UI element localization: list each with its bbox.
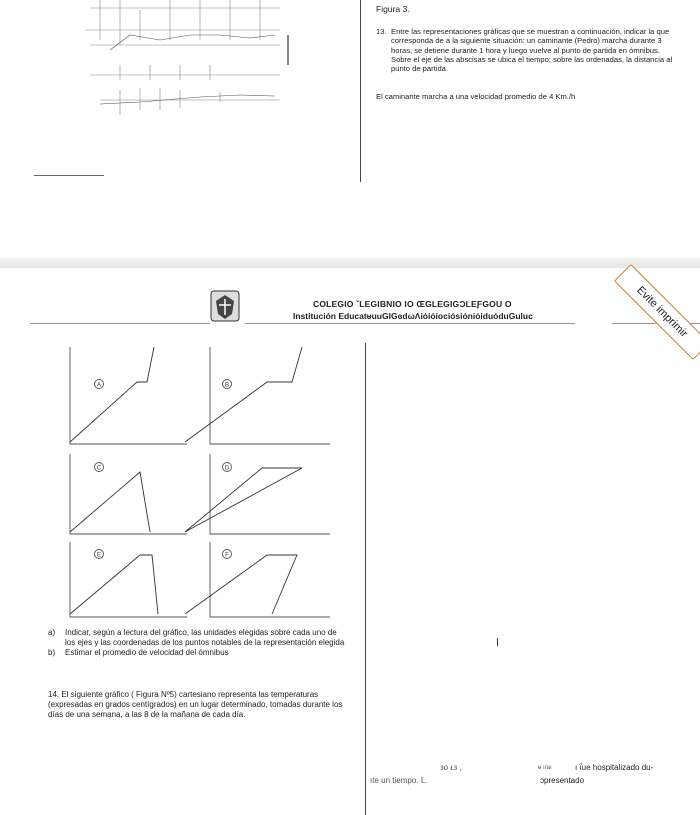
page-break-band bbox=[0, 258, 700, 268]
fragment-4: ıte un tiempo. ᒪ. bbox=[370, 776, 428, 785]
fragment-3: ı ḯue hospitalizado du- bbox=[575, 763, 654, 772]
sub-questions bbox=[48, 628, 348, 658]
sub-question-b-text: Estimar el promedio de velocidad del ómnibus bbox=[65, 648, 229, 657]
graph-label-b: B bbox=[224, 382, 230, 389]
sub-question-b bbox=[48, 648, 348, 658]
figure-label: Figura 3. bbox=[376, 4, 410, 14]
institution-name: Institución EducatᵾuuGIGɞdωΛiόiόiociόsiόniόiduόduGuluc bbox=[293, 311, 533, 321]
header-rule-center bbox=[245, 323, 575, 324]
graph-label-c: C bbox=[96, 465, 102, 472]
column-divider bbox=[360, 0, 361, 182]
previous-page bbox=[0, 0, 700, 258]
graph-label-f: F bbox=[225, 552, 229, 559]
graph-a bbox=[70, 347, 187, 444]
graph-label-e: E bbox=[96, 552, 102, 559]
sub-question-a-key: a) bbox=[48, 628, 56, 637]
stray-mark bbox=[497, 638, 498, 646]
fragment-5: ᴐpresentado bbox=[540, 776, 585, 785]
graph-e bbox=[70, 542, 187, 617]
fragment-1: ᴈo ᴌᴈ , bbox=[440, 763, 462, 772]
faint-graph-sketch bbox=[80, 0, 290, 120]
speed-note: El caminante marcha a una velocidad promedio de 4 Km./h bbox=[376, 92, 576, 101]
fragment-2: ᵾ ıraı bbox=[538, 765, 552, 771]
question-13-number: 13. bbox=[376, 27, 387, 36]
graph-b bbox=[185, 347, 330, 444]
sub-question-a bbox=[48, 628, 348, 648]
graph-options bbox=[62, 342, 342, 622]
column-divider-2 bbox=[365, 343, 366, 815]
short-rule bbox=[34, 175, 104, 176]
graph-c bbox=[70, 454, 187, 534]
sub-question-a-text: Indicar, según a lectura del gráfico, las unidades elegidas sobre cada uno de los ejes y las coordenadas de los puntos notables de la representación elegida bbox=[65, 628, 345, 647]
graph-label-d: D bbox=[224, 465, 230, 472]
graph-d bbox=[185, 454, 330, 534]
school-name: COLEGIO ˇLEGIBNIO IO ŒGLEGIGƆLEƑGOU O bbox=[313, 299, 512, 309]
school-crest-icon bbox=[210, 290, 240, 322]
sub-question-b-key: b) bbox=[48, 648, 56, 657]
graph-f bbox=[185, 542, 330, 617]
question-13 bbox=[376, 27, 681, 73]
question-14: 14. El siguiente gráfico ( Figura Nº5) cartesiano representa las temperaturas (expresadas en grados centígrados) en un lugar determinado, tomadas durante los días de una semana, a las 8 de la mañana de cada día. bbox=[48, 690, 343, 719]
question-13-text: Entre las representaciones gráficas que se muestran a continuación, indicar la que corresponda de a la siguiente situación: un caminante (Pedro) marcha durante 3 horas, se detiene durante 1 hora y luego vuelve al punto de partida en ómnibus. Sobre el eje de las abscisas se ubica el tiempo; sobre las ordenadas, la distancia al punto de partida. bbox=[391, 27, 673, 74]
print-warning-stamp: Evite imprimir bbox=[614, 264, 700, 360]
graph-label-a: A bbox=[96, 382, 102, 389]
header-rule-left bbox=[30, 323, 210, 324]
